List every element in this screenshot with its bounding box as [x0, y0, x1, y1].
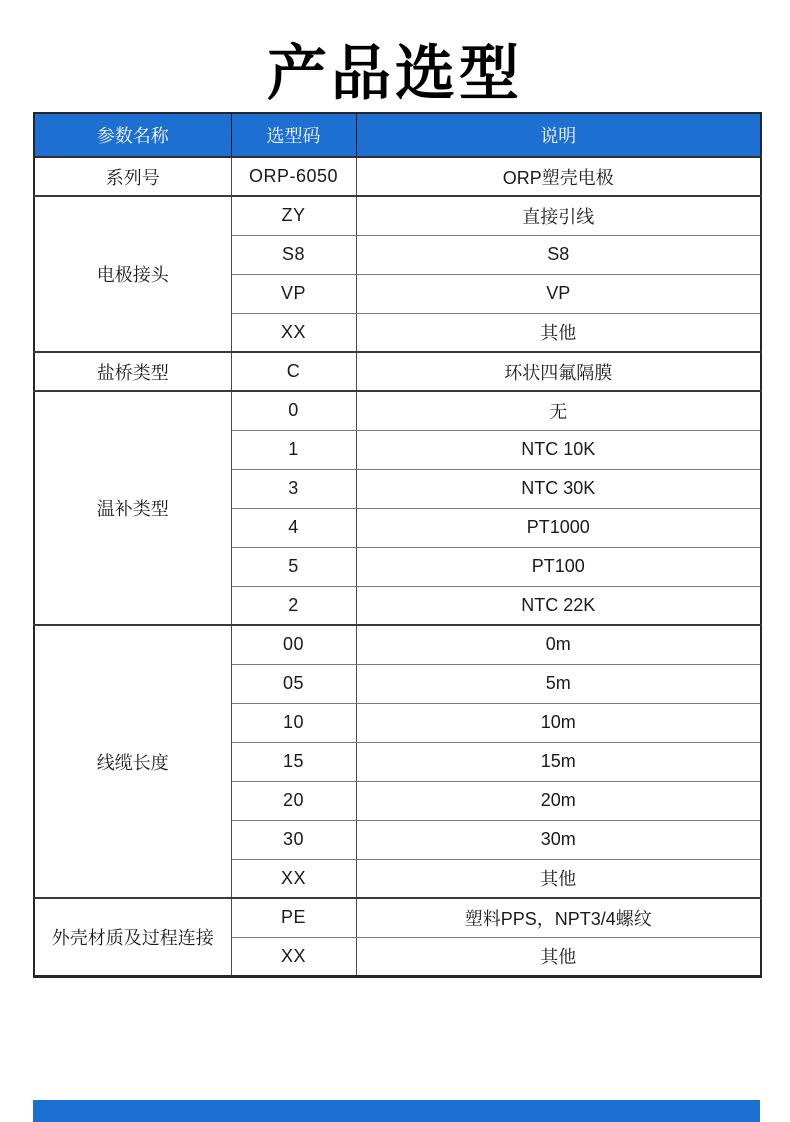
table-row — [34, 157, 761, 196]
parameter-name-cell: 系列号 — [34, 157, 231, 196]
selection-code-cell: 3 — [231, 469, 356, 508]
selection-code-cell: 20 — [231, 781, 356, 820]
selection-code-cell: XX — [231, 313, 356, 352]
description-cell: 其他 — [356, 859, 761, 898]
description-cell: S8 — [356, 235, 761, 274]
description-cell: 其他 — [356, 937, 761, 976]
selection-code-cell: 0 — [231, 391, 356, 430]
parameter-name-cell: 外壳材质及过程连接 — [34, 898, 231, 976]
selection-code-cell: 5 — [231, 547, 356, 586]
description-cell: 无 — [356, 391, 761, 430]
description-cell: NTC 10K — [356, 430, 761, 469]
selection-code-cell: XX — [231, 859, 356, 898]
selection-code-cell: 2 — [231, 586, 356, 625]
parameter-name-cell: 电极接头 — [34, 196, 231, 352]
parameter-name-cell: 线缆长度 — [34, 625, 231, 898]
page-title: 产品选型 — [267, 39, 523, 109]
description-cell: 5m — [356, 664, 761, 703]
description-cell: 塑料PPS，NPT3/4螺纹 — [356, 898, 761, 937]
table-header-row — [34, 113, 761, 157]
selection-code-cell: XX — [231, 937, 356, 976]
selection-code-cell: PE — [231, 898, 356, 937]
selection-code-cell: C — [231, 352, 356, 391]
description-cell: 20m — [356, 781, 761, 820]
description-cell: NTC 22K — [356, 586, 761, 625]
table-row — [34, 352, 761, 391]
selection-code-cell: 00 — [231, 625, 356, 664]
selection-code-cell: 15 — [231, 742, 356, 781]
description-cell: PT1000 — [356, 508, 761, 547]
description-cell: ORP塑壳电极 — [356, 157, 761, 196]
selection-code-cell: ZY — [231, 196, 356, 235]
description-cell: 直接引线 — [356, 196, 761, 235]
description-cell: VP — [356, 274, 761, 313]
table-row — [34, 898, 761, 937]
selection-code-cell: S8 — [231, 235, 356, 274]
parameter-name-cell: 温补类型 — [34, 391, 231, 625]
description-cell: 30m — [356, 820, 761, 859]
description-cell: 环状四氟隔膜 — [356, 352, 761, 391]
table-row — [34, 625, 761, 664]
description-cell: 10m — [356, 703, 761, 742]
table-row — [34, 196, 761, 235]
description-cell: PT100 — [356, 547, 761, 586]
product-selection-table — [33, 112, 762, 978]
selection-code-cell: 4 — [231, 508, 356, 547]
selection-code-cell: 05 — [231, 664, 356, 703]
selection-code-cell: ORP-6050 — [231, 157, 356, 196]
description-cell: NTC 30K — [356, 469, 761, 508]
header-description: 说明 — [356, 113, 761, 157]
parameter-name-cell: 盐桥类型 — [34, 352, 231, 391]
selection-code-cell: VP — [231, 274, 356, 313]
next-section-header-bar — [33, 1100, 760, 1122]
header-parameter-name: 参数名称 — [34, 113, 231, 157]
description-cell: 15m — [356, 742, 761, 781]
description-cell: 其他 — [356, 313, 761, 352]
description-cell: 0m — [356, 625, 761, 664]
selection-code-cell: 1 — [231, 430, 356, 469]
selection-code-cell: 10 — [231, 703, 356, 742]
table-row — [34, 391, 761, 430]
selection-code-cell: 30 — [231, 820, 356, 859]
header-selection-code: 选型码 — [231, 113, 356, 157]
